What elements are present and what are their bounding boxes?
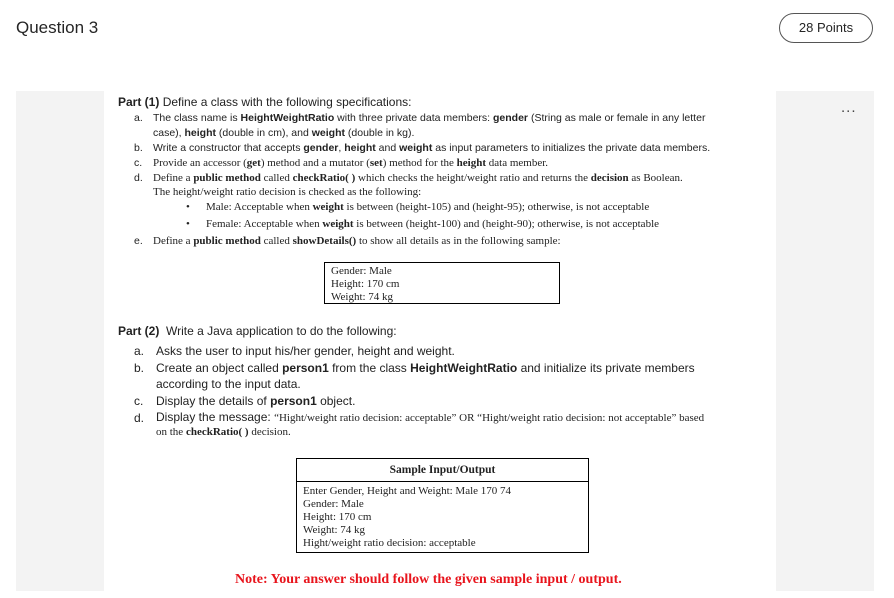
points-badge: 28 Points (779, 13, 873, 43)
part1-c-label: c. (134, 157, 143, 169)
showdetails-sample-box (324, 262, 560, 304)
part1-d-male: Male: Acceptable when weight is between (height-105) and (height-95); otherwise, is not acceptable (206, 201, 650, 213)
part1-a-line1: The class name is HeightWeightRatio with three private data members: gender (String as male or female in any letter (153, 112, 706, 124)
part1-d-label: d. (134, 172, 143, 184)
part2-d-label: d. (134, 411, 145, 425)
part1-heading: Part (1) (118, 95, 160, 109)
part2-heading-line (118, 324, 397, 338)
part2-a-line: Asks the user to input his/her gender, height and weight. (156, 344, 455, 358)
sample-gender: Gender: Male (331, 265, 392, 277)
part1-e-line: Define a public method called showDetails() to show all details as in the following sample: (153, 235, 561, 247)
part2-heading: Part (2) (118, 324, 160, 338)
part2-d-line2: on the checkRatio( ) decision. (156, 426, 291, 438)
part1-c-line: Provide an accessor (get) method and a mutator (set) method for the height data member. (153, 157, 549, 169)
part1-a-line2: case), height (double in cm), and weight (double in kg). (153, 127, 415, 139)
part2-b-label: b. (134, 361, 145, 375)
answer-note: Note: Your answer should follow the given sample input / output. (235, 572, 622, 587)
part2-c-label: c. (134, 394, 144, 408)
part1-d-line2: The height/weight ratio decision is checked as the following: (153, 186, 422, 198)
part2-b-line1: Create an object called person1 from the class HeightWeightRatio and initialize its private members (156, 361, 695, 375)
sample-io-box (296, 458, 589, 553)
part1-b-line: Write a constructor that accepts gender, height and weight as input parameters to initializes the private data members. (153, 142, 711, 154)
io-line: Hight/weight ratio decision: acceptable (303, 537, 476, 549)
sample-height: Height: 170 cm (331, 278, 400, 290)
part2-b-line2: according to the input data. (156, 377, 301, 391)
io-line: Gender: Male (303, 498, 364, 510)
bullet-icon: • (186, 218, 190, 230)
more-options-icon[interactable]: ... (841, 99, 857, 116)
part1-intro: Define a class with the following specifications: (162, 95, 412, 109)
io-line: Enter Gender, Height and Weight: Male 170 74 (303, 485, 512, 497)
part2-intro: Write a Java application to do the following: (166, 324, 397, 338)
question-title: Question 3 (16, 18, 99, 37)
bullet-icon: • (186, 201, 190, 213)
part2-c-line: Display the details of person1 object. (156, 394, 356, 408)
part2-d-line1: Display the message: “Hight/weight ratio decision: acceptable” OR “Hight/weight ratio decision: not acceptable” based (156, 410, 705, 424)
part2-a-label: a. (134, 344, 145, 358)
part1-b-label: b. (134, 142, 143, 154)
sample-io-title: Sample Input/Output (297, 459, 588, 482)
io-line: Weight: 74 kg (303, 524, 366, 536)
io-line: Height: 170 cm (303, 511, 372, 523)
part1-d-line1: Define a public method called checkRatio( ) which checks the height/weight ratio and returns the decision as Boolean. (153, 172, 683, 184)
part1-heading-line (118, 95, 411, 109)
sample-weight: Weight: 74 kg (331, 291, 394, 303)
sample-io-body (297, 482, 588, 550)
part1-e-label: e. (134, 235, 143, 247)
part1-a-label: a. (134, 112, 143, 124)
part1-d-female: Female: Acceptable when weight is between (height-100) and (height-90); otherwise, is not acceptable (206, 218, 660, 230)
